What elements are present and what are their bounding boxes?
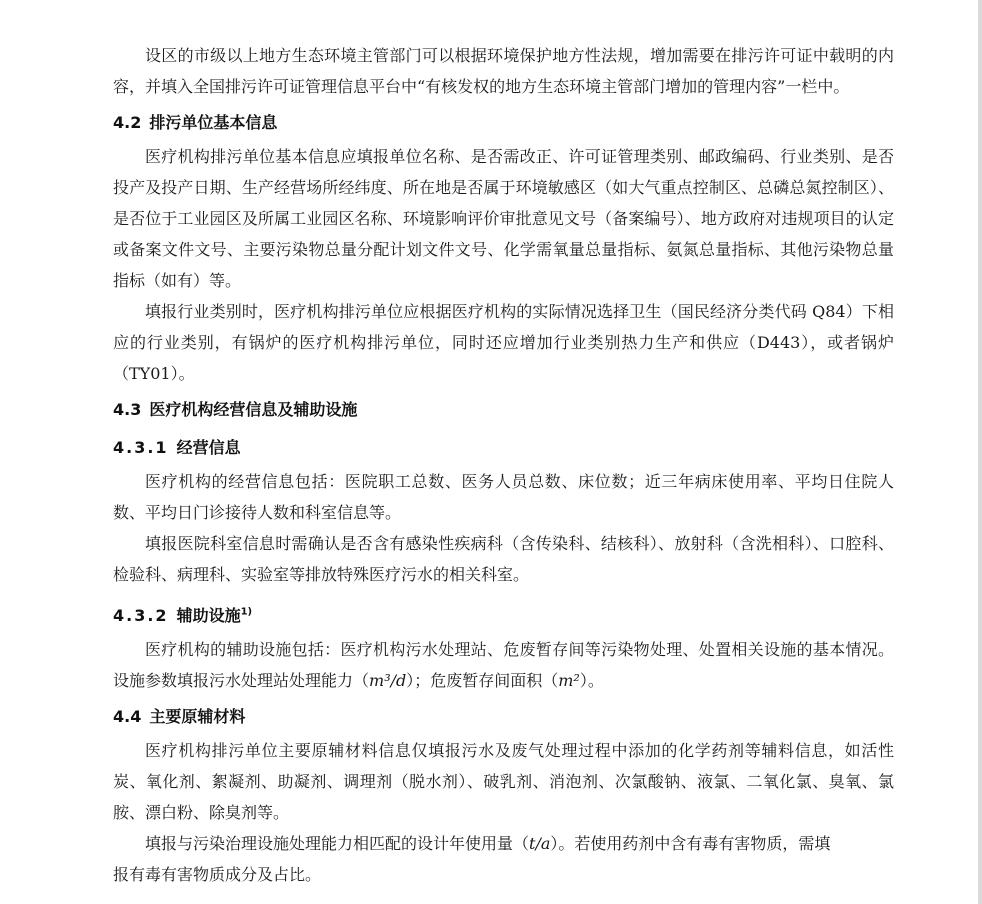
paragraph-intro: 设区的市级以上地方生态环境主管部门可以根据环境保护地方性法规，增加需要在排污许可证中载明的内容，并填入全国排污许可证管理信息平台中“有核发权的地方生态环境主管部门增加的管理内容”一栏中。 — [113, 46, 894, 96]
page-right-edge — [978, 0, 982, 904]
paragraph-basic-info: 医疗机构排污单位基本信息应填报单位名称、是否需改正、许可证管理类别、邮政编码、行业类别、是否投产及投产日期、生产经营场所经纬度、所在地是否属于环境敏感区（如大气重点控制区、总磷总氮控制区）、是否位于工业园区及所属工业园区名称、环境影响评价审批意见文号（备案编号）、地方政府对违规项目的认定或备案文件文号、主要污染物总量分配计划文件文号、化学需氧量总量指标、氨氮总量指标、其他污染物总量指标（如有）等。 — [113, 147, 894, 290]
cut-off-text-line — [113, 859, 894, 884]
section-number: 4.3.2 — [113, 606, 169, 625]
section-title-text: 辅助设施 — [176, 606, 241, 625]
paragraph-department-info: 填报医院科室信息时需确认是否含有感染性疾病科（含传染科、结核科）、放射科（含洗相科）、口腔科、检验科、病理科、实验室等排放特殊医疗污水的相关科室。 — [113, 534, 894, 584]
section-title: 经营信息 — [176, 438, 241, 457]
section-heading-4-2 — [113, 111, 894, 135]
section-title: 排污单位基本信息 — [149, 113, 278, 132]
section-heading-4-3 — [113, 398, 894, 422]
unit-square-meters: m² — [558, 671, 580, 690]
document-page — [113, 0, 894, 884]
section-title: 主要原辅材料 — [149, 707, 246, 726]
section-heading-4-4 — [113, 705, 894, 729]
paragraph-raw-materials: 医疗机构排污单位主要原辅材料信息仅填报污水及废气处理过程中添加的化学药剂等辅料信息，如活性炭、氧化剂、絮凝剂、助凝剂、调理剂（脱水剂）、破乳剂、消泡剂、次氯酸钠、液氯、二氧化氯、臭氧、氯胺、漂白粉、除臭剂等。 — [113, 741, 894, 822]
section-number: 4.2 — [113, 113, 142, 132]
paragraph-annual-usage — [113, 828, 894, 859]
section-heading-4-3-1 — [113, 436, 894, 460]
paragraph-operation-info: 医疗机构的经营信息包括：医院职工总数、医务人员总数、床位数；近三年病床使用率、平均日住院人数、平均日门诊接待人数和科室信息等。 — [113, 472, 894, 522]
paragraph-auxiliary-facilities — [113, 634, 894, 696]
section-title — [177, 606, 253, 625]
paragraph-text: ）。若使用药剂中含有毒有害物质，需填 — [550, 834, 831, 853]
paragraph-text: 医疗机构的辅助设施包括：医疗机构污水处理站、危废暂存间等污染物处理、处置相关设施的基本情况。设施参数填报污水处理站处理能力（ — [113, 640, 894, 690]
section-number: 4.3 — [113, 400, 142, 419]
section-title: 医疗机构经营信息及辅助设施 — [149, 400, 358, 419]
footnote-marker: 1) — [240, 606, 253, 618]
paragraph-text: 填报与污染治理设施处理能力相匹配的设计年使用量（ — [145, 834, 530, 853]
section-heading-4-3-2 — [113, 604, 894, 628]
paragraph-text: ）。 — [579, 671, 604, 690]
paragraph-continuation: 报有毒有害物质成分及占比。 — [113, 865, 322, 884]
unit-cubic-meters-per-day: m³/d — [369, 671, 407, 690]
unit-tons-per-year: t/a — [529, 834, 551, 853]
paragraph-industry-category: 填报行业类别时，医疗机构排污单位应根据医疗机构的实际情况选择卫生（国民经济分类代码 Q84）下相应的行业类别，有锅炉的医疗机构排污单位，同时还应增加行业类别热力生产和供应（D443），或者锅炉（TY01）。 — [113, 302, 894, 383]
section-number: 4.4 — [113, 707, 142, 726]
section-number: 4.3.1 — [113, 438, 169, 457]
paragraph-text: ）；危废暂存间面积（ — [406, 671, 559, 690]
